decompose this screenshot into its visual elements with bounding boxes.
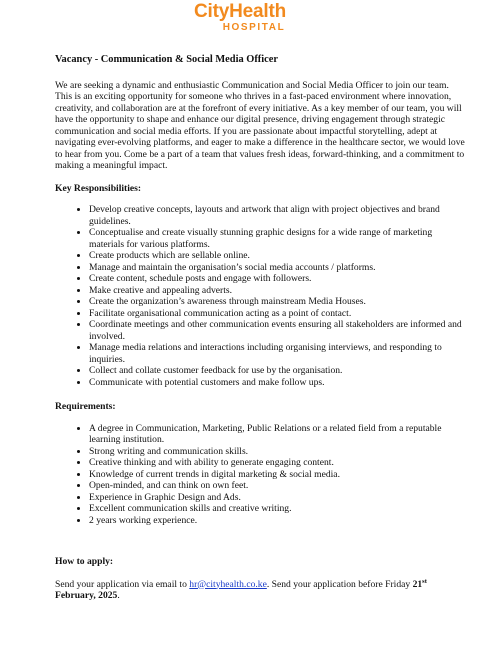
list-item: • Knowledge of current trends in digital marketing & social media.	[89, 469, 465, 481]
vacancy-title: Vacancy - Communication & Social Media Officer	[55, 54, 278, 65]
list-item: • Creative thinking and with ability to generate engaging content.	[89, 457, 465, 469]
list-item: • Create the organization’s awareness through mainstream Media Houses.	[89, 296, 465, 308]
list-item: • Manage and maintain the organisation’s social media accounts / platforms.	[89, 262, 465, 274]
hospital-logo	[0, 0, 480, 33]
apply-text-before: Send your application via email to	[55, 578, 190, 590]
how-to-apply-text	[55, 579, 465, 602]
list-item: • Create products which are sellable online.	[89, 250, 465, 262]
how-to-apply-heading: How to apply:	[55, 556, 114, 567]
deadline-day: 21	[412, 578, 423, 590]
logo-subtitle: HOSPITAL	[222, 22, 286, 33]
list-item: • Open-minded, and can think on own feet.	[89, 480, 465, 492]
list-item: • Coordinate meetings and other communication events ensuring all stakeholders are informed and involved.	[89, 319, 465, 342]
logo-name: CityHealth	[194, 1, 286, 22]
list-item: • Experience in Graphic Design and Ads.	[89, 492, 465, 504]
responsibilities-heading: Key Responsibilities:	[55, 182, 142, 194]
list-item: • 2 years working experience.	[89, 515, 465, 527]
list-item: • A degree in Communication, Marketing, Public Relations or a related field from a reputable learning institution.	[89, 423, 465, 446]
list-item: • Excellent communication skills and creative writing.	[89, 503, 465, 515]
list-item: • Collect and collate customer feedback for use by the organisation.	[89, 365, 465, 377]
vacancy-document	[55, 54, 465, 602]
list-item: • Facilitate organisational communication acting as a point of contact.	[89, 308, 465, 320]
list-item: • Strong writing and communication skills.	[89, 446, 465, 458]
responsibilities-list	[55, 204, 465, 388]
email-link[interactable]: hr@cityhealth.co.ke	[189, 578, 267, 590]
apply-text-end: .	[117, 590, 120, 601]
list-item: • Communicate with potential customers and make follow ups.	[89, 377, 465, 389]
list-item: • Make creative and appealing adverts.	[89, 285, 465, 297]
list-item: • Create content, schedule posts and engage with followers.	[89, 273, 465, 285]
deadline-month-year: February, 2025	[55, 590, 118, 601]
list-item: • Conceptualise and create visually stunning graphic designs for a wide range of marketing materials for various platforms.	[89, 227, 465, 250]
list-item: • Develop creative concepts, layouts and artwork that align with project objectives and brand guidelines.	[89, 204, 465, 227]
apply-text-after: . Send your application before Friday	[266, 578, 413, 590]
requirements-list	[55, 423, 465, 527]
requirements-heading: Requirements:	[55, 401, 116, 412]
deadline-day-suffix: st	[422, 577, 427, 585]
intro-paragraph: We are seeking a dynamic and enthusiastic Communication and Social Media Officer to join our team. This is an exciting opportunity for someone who thrives in a fast-paced environment where innovation, creativity, and collaboration are at the forefront of every initiative. As a key member of our team, you will have the opportunity to shape and enhance our digital presence, driving engagement through strategic communication and social media efforts. If you are passionate about impactful storytelling, adept at navigating ever-evolving platforms, and eager to make a difference in the healthcare sector, we would love to hear from you. Come be a part of a team that values fresh ideas, forward-thinking, and a commitment to making a meaningful impact.	[55, 79, 465, 171]
list-item: • Manage media relations and interactions including organising interviews, and responding to inquiries.	[89, 342, 465, 365]
